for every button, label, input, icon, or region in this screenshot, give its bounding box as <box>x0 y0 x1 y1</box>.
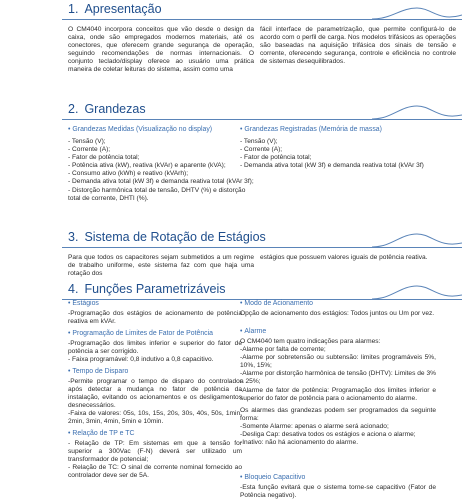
list-item: - Faixa programável: 0,8 indutivo a 0,8 capacitivo. <box>68 356 214 364</box>
wave-decoration-icon <box>372 6 462 24</box>
section-title-apresentacao: 1. Apresentação <box>68 2 162 16</box>
list-item: - Potência ativa (kW), reativa (kVAr) e aparente (kVA); <box>68 162 226 170</box>
funcao-modo-text <box>240 310 436 318</box>
list-item: -Programação dos limites inferior e superior do fator de potência a ser corrigido. <box>68 340 242 356</box>
rotacao-left-paragraph: Para que todos os capacitores sejam submetidos a um regime de trabalho uniforme, este sistema faz com que haja uma rotação dos <box>68 254 254 278</box>
section-title-grandezas: 2. Grandezas <box>68 102 146 116</box>
list-item: -Alarme por distorção harmônica de tensão (DHTV): Limites de 3% a 25%; <box>240 370 436 386</box>
funcao-estagios-text <box>68 310 242 326</box>
list-item: -Alarme de fator de potência: Programação dos limites inferior e superior do fator de potência para o acionamento do alarme. <box>240 386 436 402</box>
list-item: -Desliga Cap: desativa todos os estágios e aciona o alarme; <box>240 431 416 439</box>
list-item: -Inativo: não há acionamento do alarme. <box>240 439 359 447</box>
list-item: -Esta função evitará que o sistema torne-se capacitivo (Fator de Potência negativo). <box>240 484 436 500</box>
apresentacao-right-paragraph: fácil interface de parametrização, que permite configurá-lo de acordo com o perfil de carga. Nos modelos trifásicos as operações são baseadas na aquisição trifásica dos sinais de tensão e corrente, oferecendo segurança, controle e eficiência no controle de sistemas desequilibrados. <box>260 26 456 66</box>
list-item: Os alarmes das grandezas podem ser programados da seguinte forma: <box>240 406 436 422</box>
list-item: - Fator de potência total; <box>68 154 140 162</box>
funcao-alarme-text <box>240 338 436 447</box>
list-item: - Fator de potência total; <box>240 154 312 162</box>
bullet-icon: • <box>240 126 243 133</box>
list-item: - Relação de TP: Em sistemas em que a tensão for superior a 300Vac (F-N) deverá ser utilizado um transformador de potencial; <box>68 440 242 464</box>
section-title-rotacao: 3. Sistema de Rotação de Estágios <box>68 230 266 244</box>
grandezas-registradas-title: • Grandezas Registradas (Memória de massa) <box>240 126 382 133</box>
list-item: -Alarme por sobretensão ou subtensão: limites programáveis 5%, 10%, 15%; <box>240 354 436 370</box>
wave-decoration-icon <box>372 104 462 122</box>
funcao-tp-tc-title: • Relação de TP e TC <box>68 430 135 437</box>
grandezas-medidas-title: • Grandezas Medidas (Visualização no display) <box>68 126 213 133</box>
bullet-icon: • <box>68 368 71 375</box>
funcao-disparo-text <box>68 378 242 427</box>
bullet-icon: • <box>240 328 243 335</box>
list-item: -Somente Alarme: apenas o alarme será acionado; <box>240 422 389 430</box>
funcao-limites-text <box>68 340 242 364</box>
list-item: -Alarme por falta de corrente; <box>240 346 326 354</box>
bullet-icon: • <box>68 430 71 437</box>
wave-decoration-icon <box>372 284 462 302</box>
list-item: - Relação de TC: O sinal de corrente nominal fornecido ao controlador deve ser de 5A. <box>68 464 242 480</box>
list-item: O CM4040 tem quatro indicações para alarmes: <box>240 338 381 345</box>
rotacao-right-paragraph: estágios que possuem valores iguais de potência reativa. <box>260 254 428 261</box>
list-item: -Permite programar o tempo de disparo do controlador após detectar a mudança no fator de potência da instalação, evitando os acionamentos e os desligamentos desnecessários. <box>68 378 242 410</box>
funcao-disparo-title: • Tempo de Disparo <box>68 368 129 375</box>
section-title-funcoes: 4. Funções Parametrizáveis <box>68 282 226 296</box>
list-item: Opção de acionamento dos estágios: Todos juntos ou Um por vez. <box>240 310 435 317</box>
funcao-tp-tc-text <box>68 440 242 480</box>
list-item: -Faixa de valores: 05s, 10s, 15s, 20s, 30s, 40s, 50s, 1min, 2min, 3min, 4min, 5min e 10min. <box>68 410 242 426</box>
list-item: - Tensão (V); <box>240 138 278 145</box>
funcao-bloqueio-text <box>240 484 436 500</box>
funcao-alarme-title: • Alarme <box>240 328 267 335</box>
bullet-icon: • <box>240 474 243 481</box>
funcao-modo-title: • Modo de Acionamento <box>240 300 313 307</box>
bullet-icon: • <box>68 300 71 307</box>
list-item: - Consumo ativo (kWh) e reativo (kVArh); <box>68 170 189 178</box>
funcao-limites-title: • Programação de Limites de Fator de Potência <box>68 330 213 337</box>
funcao-bloqueio-title: • Bloqueio Capacitivo <box>240 474 306 481</box>
list-item: - Demanda ativa total (kW 3f) e demanda reativa total (kVAr 3f) <box>240 162 424 170</box>
list-item: - Distorção harmônica total de tensão, DHTV (%) e distorção total de corrente, DHTI (%). <box>68 186 246 202</box>
page <box>58 0 462 500</box>
list-item: - Corrente (A); <box>240 146 283 154</box>
bullet-icon: • <box>240 300 243 307</box>
bullet-icon: • <box>68 126 71 133</box>
apresentacao-left-paragraph: O CM4040 incorpora conceitos que vão desde o design da caixa, onde são empregados modernos materiais, até os conectores, que oferecem grande segurança de operação, seguindo recomendações de normas internacionais. O conjunto teclado/display oferece ao usuário uma prática maneira de coletar leituras do sistema, assim como uma <box>68 26 254 74</box>
grandezas-medidas-list <box>68 138 254 203</box>
wave-decoration-icon <box>372 232 462 250</box>
bullet-icon: • <box>68 330 71 337</box>
list-item: - Demanda ativa total (kW 3f) e demanda reativa total (kVAr 3f); <box>68 178 254 186</box>
grandezas-registradas-list <box>240 138 440 170</box>
funcao-estagios-title: • Estágios <box>68 300 99 307</box>
list-item: - Tensão (V); <box>68 138 106 145</box>
list-item: -Programação dos estágios de acionamento de potência reativa em kVAr. <box>68 310 242 326</box>
list-item: - Corrente (A); <box>68 146 111 154</box>
